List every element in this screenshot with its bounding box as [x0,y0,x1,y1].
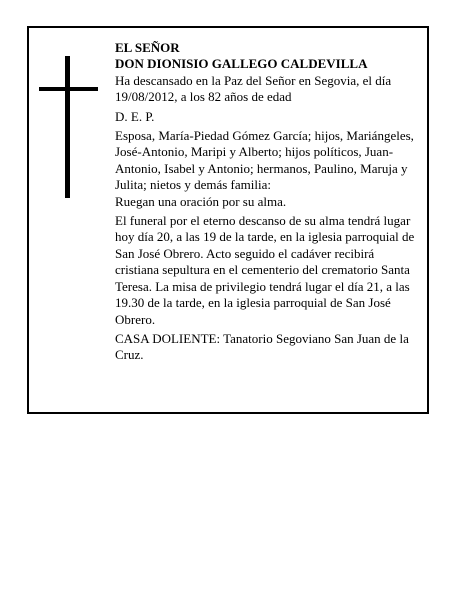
deceased-name: DON DIONISIO GALLEGO CALDEVILLA [115,56,368,72]
cross-horizontal-bar [39,87,98,91]
prayer-request: Ruegan una oración por su alma. [115,193,287,209]
family-list: Esposa, María-Piedad Gómez García; hijos, Mariángeles, José-Antonio, Maripi y Alberto; hijos políticos, Juan-Antonio, Isabel y Antonio; hermanos, Paulino, Maruja y Julita; nietos y demás familia: [115,128,414,193]
funeral-details: El funeral por el eterno descanso de su alma tendrá lugar hoy día 20, a las 19 de la tarde, en la iglesia parroquial de San José Obrero. Acto seguido el cadáver recibirá cristiana sepultura en el cementerio del crematorio Santa Teresa. La misa de privilegio tendrá lugar el día 21, a las 19.30 de la tarde, en la iglesia parroquial de San José Obrero. [115,213,415,327]
dep-line: D. E. P. [115,108,155,124]
mourning-house: CASA DOLIENTE: Tanatorio Segoviano San Juan de la Cruz. [115,330,409,363]
notice-title: EL SEÑOR [115,40,180,55]
obituary-text [115,40,415,367]
obituary-notice [27,26,429,414]
cross-icon [39,56,99,198]
death-announcement: Ha descansado en la Paz del Señor en Segovia, el día 19/08/2012, a los 82 años de edad [115,72,392,105]
cross-vertical-bar [65,56,70,198]
